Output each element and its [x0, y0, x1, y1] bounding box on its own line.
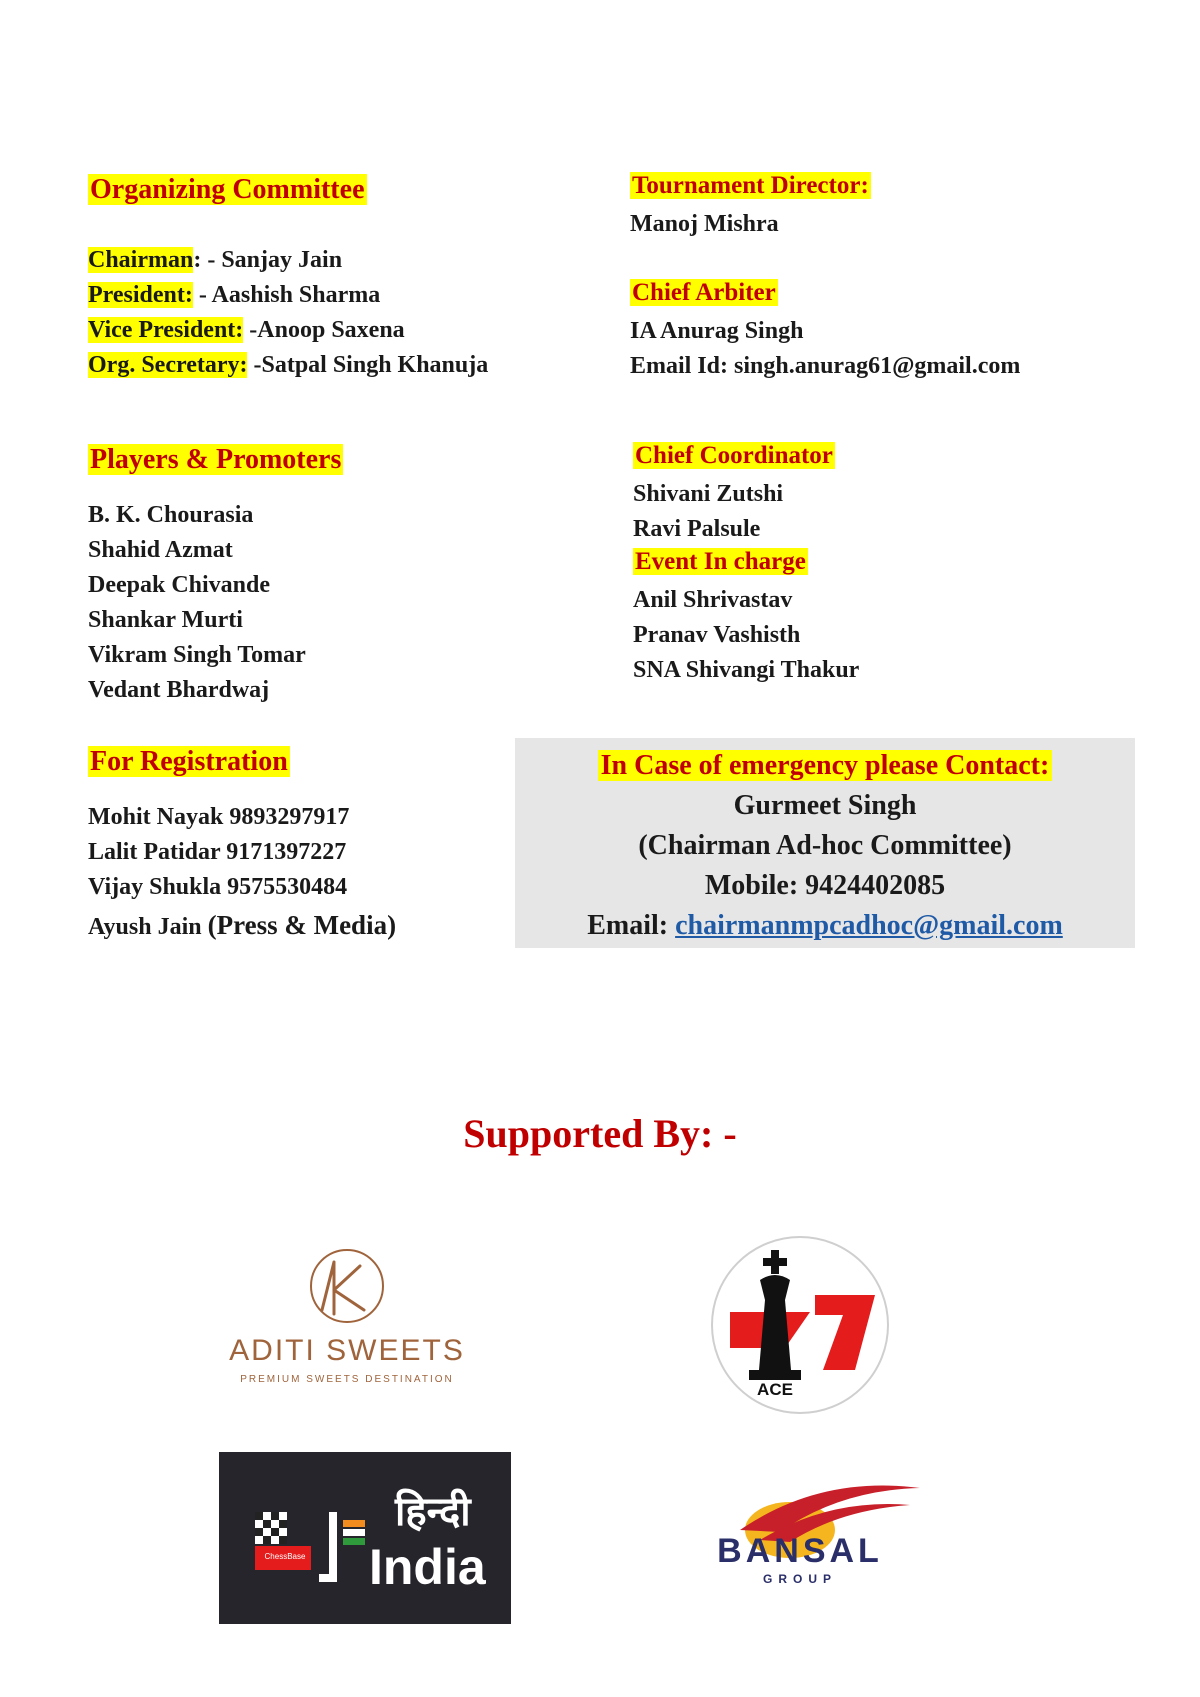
aditi-sweets-name: ADITI SWEETS [229, 1334, 465, 1367]
registration-heading: For Registration [90, 746, 288, 777]
india-word: India [369, 1539, 486, 1595]
organizing-row-org-secretary: Org. Secretary: -Satpal Singh Khanuja [88, 352, 489, 378]
ace-logo-label: ACE [757, 1380, 793, 1399]
chief-coordinator-heading: Chief Coordinator [635, 442, 833, 469]
list-item: Anil Shrivastav [633, 587, 793, 613]
list-item: Ayush Jain (Press & Media) [88, 910, 397, 940]
supported-by-heading: Supported By: - [463, 1111, 737, 1156]
list-item: Lalit Patidar 9171397227 [88, 839, 347, 865]
aditi-sweets-tagline: PREMIUM SWEETS DESTINATION [240, 1374, 454, 1385]
chief-coordinator-list [633, 477, 783, 547]
list-item: B. K. Chourasia [88, 502, 254, 528]
players-list [88, 498, 306, 708]
ace-logo [705, 1230, 895, 1420]
emergency-mobile: Mobile: 9424402085 [704, 870, 946, 901]
list-item: Deepak Chivande [88, 572, 271, 598]
organizing-row-president: President: - Aashish Sharma [88, 282, 381, 308]
chessbase-label: ChessBase [264, 1552, 306, 1561]
list-item: SNA Shivangi Thakur [633, 657, 860, 683]
emergency-email-line: Email: chairmanmpcadhoc@gmail.com [587, 910, 1063, 941]
chief-arbiter-email: Email Id: singh.anurag61@gmail.com [630, 353, 1021, 379]
aditi-sweets-logo [222, 1240, 472, 1390]
list-item: Vijay Shukla 9575530484 [88, 874, 348, 900]
list-item: Vedant Bhardwaj [88, 677, 270, 703]
hindi-word: हिन्दी [395, 1489, 471, 1535]
emergency-role: (Chairman Ad-hoc Committee) [638, 830, 1012, 861]
list-item: Shivani Zutshi [633, 481, 784, 507]
event-incharge-heading: Event In charge [635, 548, 806, 575]
list-item: Ravi Palsule [633, 516, 761, 542]
organizing-heading: Organizing Committee [90, 174, 365, 205]
organizing-rows [88, 243, 488, 383]
bansal-group-logo [670, 1480, 930, 1600]
bansal-name: BANSAL [717, 1532, 883, 1570]
emergency-contact-box [515, 738, 1135, 948]
emergency-name: Gurmeet Singh [733, 790, 917, 821]
list-item: Shankar Murti [88, 607, 243, 633]
chief-arbiter-name: IA Anurag Singh [630, 318, 804, 344]
emergency-email-link[interactable]: chairmanmpcadhoc@gmail.com [675, 910, 1063, 941]
tournament-director-heading: Tournament Director: [632, 172, 869, 199]
organizing-row-vice-president: Vice President: -Anoop Saxena [88, 317, 405, 343]
players-heading: Players & Promoters [90, 444, 342, 475]
tournament-director-name: Manoj Mishra [630, 211, 779, 237]
registration-list [88, 800, 396, 945]
bansal-sub: GROUP [762, 1572, 837, 1586]
list-item: Vikram Singh Tomar [88, 642, 306, 668]
list-item: Shahid Azmat [88, 537, 233, 563]
list-item: Mohit Nayak 9893297917 [88, 804, 350, 830]
emergency-heading: In Case of emergency please Contact: [515, 746, 1135, 786]
event-incharge-list [633, 583, 859, 688]
chief-arbiter-heading: Chief Arbiter [632, 279, 776, 306]
organizing-row-chairman: Chairman: - Sanjay Jain [88, 247, 343, 273]
hindi-india-logo [219, 1452, 511, 1624]
list-item: Pranav Vashisth [633, 622, 801, 648]
